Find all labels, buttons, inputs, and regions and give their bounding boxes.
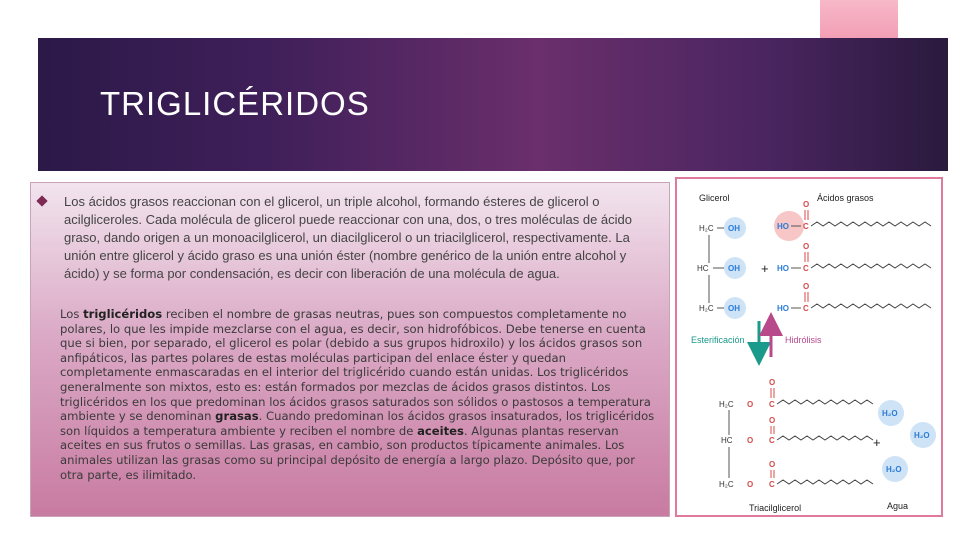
tag-h2c-1: H₂C	[719, 400, 734, 409]
p2-text-c: reciben el nombre de grasas neutras, pues son compuestos completamente no polares, lo que les impide mezclarse con el agua, es decir, son hidrofóbicos. Debe tenerse en cuenta que si bien, por separado, el glicerol es polar (debido a sus grupos hidroxilo) y los ácidos grasos son anfipáticos, las partes polares de estas moléculas participan del enlace éster y quedan completamente enmascaradas en el interior del triglicérido cuando están unidas. Los triglicéridos generalmente son mixtos, esto es: están formados por mezclas de ácidos grasos distintos. Los triglicéridos en los que predominan los ácidos grasos saturados son sólidos o pastosos a temperatura ambiente y se denominan	[60, 307, 651, 424]
reaction-diagram	[677, 179, 945, 519]
glicerol-h2c-1: H₂C	[699, 224, 714, 233]
tag-carbon-2: C	[769, 436, 775, 445]
fa-oxygen-2: O	[803, 242, 810, 251]
hidrolisis-label: Hidrólisis	[785, 335, 822, 345]
tag-chain-1	[777, 400, 873, 404]
slide-title: TRIGLICÉRIDOS	[100, 85, 370, 122]
fa-carbon-2: C	[803, 264, 809, 273]
water-3: H₂O	[886, 465, 902, 474]
plus-sign-top: +	[761, 261, 769, 276]
tag-chain-2	[777, 436, 873, 440]
tag-carbonyl-o-3: O	[769, 460, 776, 469]
fa-oxygen-3: O	[803, 282, 810, 291]
fatty-chain-1	[811, 222, 931, 226]
oh-group-3: OH	[728, 304, 740, 313]
glicerol-h2c-2: H₂C	[699, 304, 714, 313]
oh-group-2: OH	[728, 264, 740, 273]
p2-bold-trigliceridos: triglicéridos	[83, 307, 163, 321]
p2-text-d: . Cuando predominan los ácidos grasos insaturados, los triglicéridos son líquidos a temperatura ambiente y reciben el nombre de	[60, 409, 655, 438]
fa-oxygen-1: O	[803, 200, 810, 209]
glicerol-hc: HC	[697, 264, 709, 273]
ho-group-3: HO	[777, 304, 789, 313]
water-1: H₂O	[882, 409, 898, 418]
tag-ester-o-2: O	[747, 436, 754, 445]
p2-bold-grasas: grasas	[215, 409, 259, 424]
tag-hc: HC	[721, 436, 733, 445]
paragraph-2	[60, 307, 660, 482]
tag-ester-o-1: O	[747, 400, 754, 409]
oh-group-1: OH	[728, 224, 740, 233]
paragraph-1: Los ácidos grasos reaccionan con el glicerol, un triple alcohol, formando ésteres de glicerol o acilgliceroles. Cada molécula de glicerol puede reaccionar con una, dos, o tres moléculas de ácido graso, dando origen a un monoacilglicerol, un diacilglicerol o un triacilglicerol, respectivamente. La unión entre glicerol y ácido graso es una unión éster (nombre genérico de la unión entre alcohol y ácido) y se forma por condensación, es decir con liberación de una molécula de agua.	[64, 194, 632, 281]
triacilglicerol-label: Triacilglicerol	[749, 503, 802, 513]
fa-carbon-3: C	[803, 304, 809, 313]
plus-sign-bottom: +	[873, 435, 881, 450]
water-2: H₂O	[914, 431, 930, 440]
tag-h2c-2: H₂C	[719, 480, 734, 489]
p2-text-a: Los	[60, 307, 84, 321]
fa-carbon-1: C	[803, 222, 809, 231]
fatty-chain-3	[811, 304, 931, 308]
p2-text-e: . Algunas plantas reservan aceites en sus frutos o semillas. Las grasas, en cambio, son productos típicamente animales. Los animales utilizan las grasas como su principal depósito de energía a largo plazo. Depósito que, por otra parte, es ilimitado.	[60, 423, 635, 482]
agua-label: Agua	[887, 501, 909, 511]
fatty-chain-2	[811, 264, 931, 268]
triglyceride-figure	[675, 177, 943, 517]
tag-carbonyl-o-1: O	[769, 378, 776, 387]
acidos-grasos-label: Ácidos grasos	[817, 193, 874, 203]
esterificacion-label: Esterificación	[691, 335, 745, 345]
ho-group-1: HO	[777, 222, 789, 231]
p2-bold-aceites: aceites	[417, 423, 464, 438]
tag-carbonyl-o-2: O	[769, 416, 776, 425]
tag-carbon-1: C	[769, 400, 775, 409]
tag-chain-3	[777, 480, 873, 484]
tag-ester-o-3: O	[747, 480, 754, 489]
glicerol-label: Glicerol	[699, 193, 730, 203]
tag-carbon-3: C	[769, 480, 775, 489]
ho-group-2: HO	[777, 264, 789, 273]
